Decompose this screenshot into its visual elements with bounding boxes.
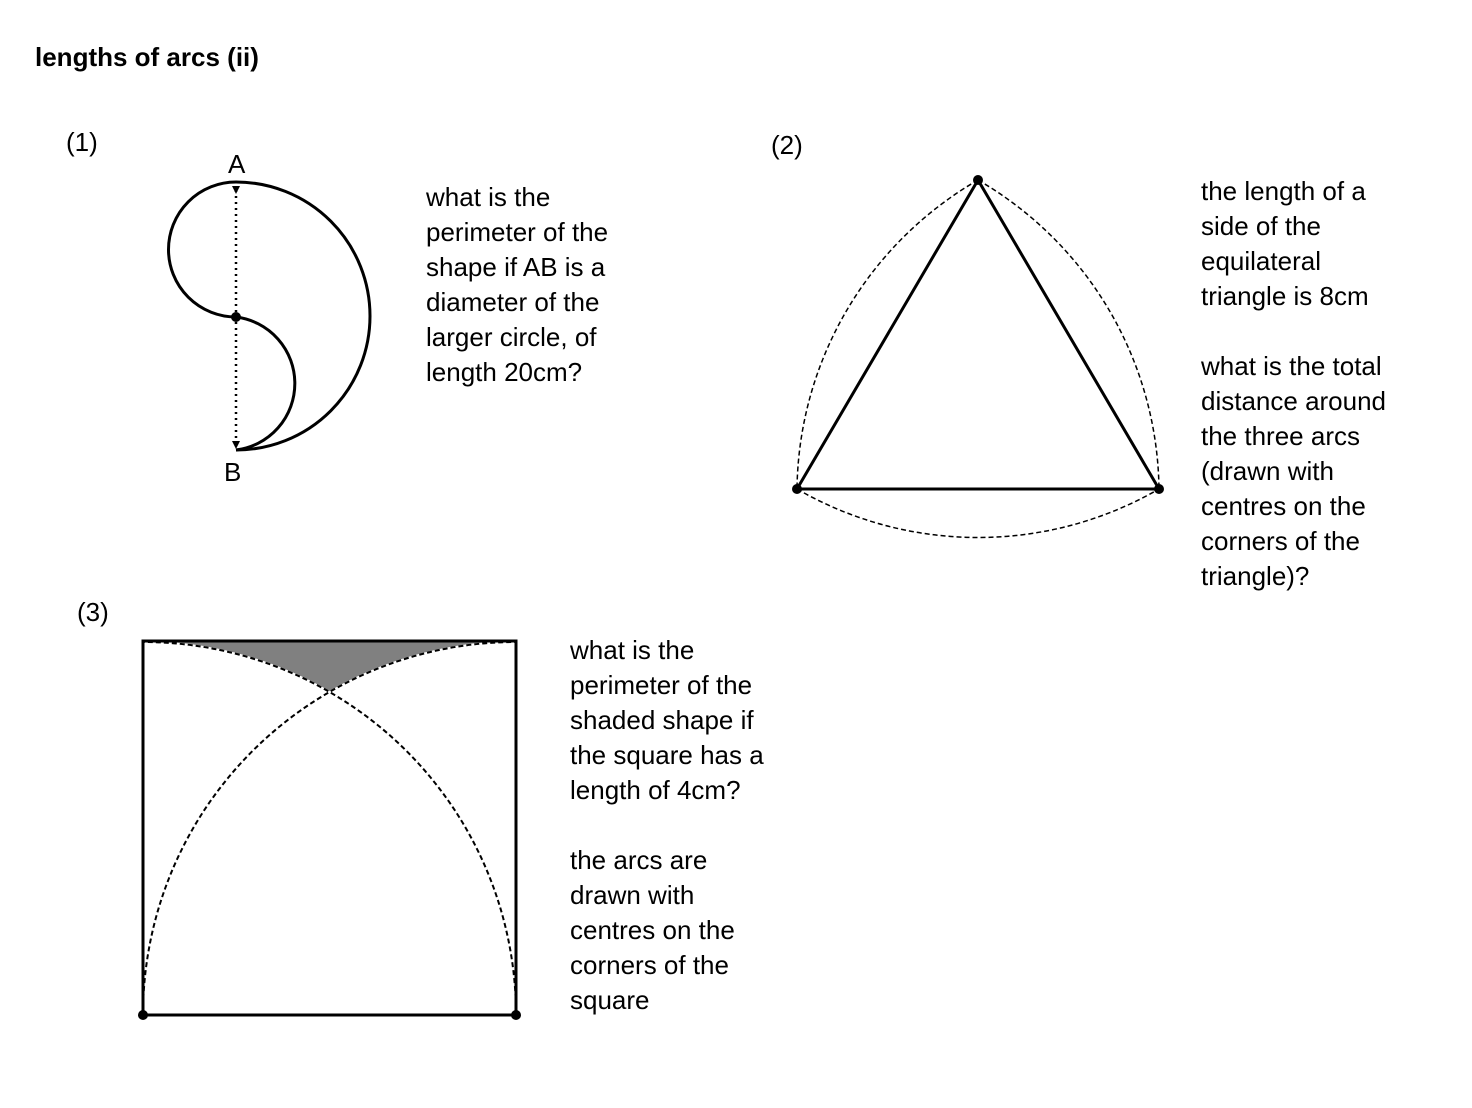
- q3-question-text: [570, 633, 764, 1018]
- q3-arc-from-bottom-left: [143, 642, 516, 1015]
- q2-text-line: (drawn with: [1201, 456, 1334, 486]
- q1-label-a: A: [228, 149, 246, 179]
- q2-text-line: the three arcs: [1201, 421, 1360, 451]
- page-title: lengths of arcs (ii): [35, 42, 259, 72]
- q3-square: [143, 641, 516, 1015]
- q1-lower-small-arc: [236, 317, 295, 450]
- q2-text-line: side of the: [1201, 211, 1321, 241]
- q1-label-b: B: [224, 457, 242, 487]
- q1-upper-small-arc: [169, 182, 237, 317]
- q2-text-line: triangle is 8cm: [1201, 281, 1369, 311]
- q2-text-line: distance around: [1201, 386, 1387, 416]
- q2-text-line: centres on the: [1201, 491, 1366, 521]
- q1-text-line: diameter of the: [426, 287, 600, 317]
- q1-text-line: shape if AB is a: [426, 252, 606, 282]
- q1-text-line: what is the: [426, 182, 551, 212]
- q3-text-line: drawn with: [570, 880, 695, 910]
- q2-number: (2): [771, 130, 803, 160]
- q2-triangle: [797, 180, 1159, 489]
- q1-text-line: perimeter of the: [426, 217, 609, 247]
- q2-text-line: what is the total: [1201, 351, 1382, 381]
- q3-arc-from-bottom-right: [143, 642, 516, 1015]
- q2-figure: [792, 175, 1164, 537]
- q3-text-line: square: [570, 985, 650, 1015]
- q3-text-line: the square has a: [570, 740, 764, 770]
- q3-text-line: length of 4cm?: [570, 775, 741, 805]
- q3-text-line: what is the: [570, 635, 695, 665]
- q1-question-text: [426, 180, 608, 390]
- q3-text-line: perimeter of the: [570, 670, 753, 700]
- q1-text-line: larger circle, of: [426, 322, 597, 352]
- q3-text-line: shaded shape if: [570, 705, 754, 735]
- q3-corner-bottom-left: [138, 1010, 148, 1020]
- q3-text-line: the arcs are: [570, 845, 708, 875]
- q3-text-line: corners of the: [570, 950, 729, 980]
- q2-text-line: equilateral: [1201, 246, 1321, 276]
- q2-question-text: [1201, 174, 1386, 594]
- q2-text-line: triangle)?: [1201, 561, 1310, 591]
- q3-number: (3): [77, 597, 109, 627]
- q2-bottom-arc: [797, 489, 1159, 537]
- q1-large-arc: [236, 182, 370, 450]
- q2-text-line: corners of the: [1201, 526, 1360, 556]
- q3-shaded-region: [143, 641, 516, 691]
- q2-vertex-left: [792, 484, 802, 494]
- q1-figure: [169, 182, 371, 450]
- q3-figure: [138, 641, 521, 1020]
- q3-text-line: centres on the: [570, 915, 735, 945]
- q1-text-line: length 20cm?: [426, 357, 583, 387]
- q2-vertex-right: [1154, 484, 1164, 494]
- q2-vertex-top: [973, 175, 983, 185]
- q2-text-line: the length of a: [1201, 176, 1366, 206]
- q3-corner-bottom-right: [511, 1010, 521, 1020]
- q1-centre-point: [231, 312, 241, 322]
- q1-number: (1): [66, 127, 98, 157]
